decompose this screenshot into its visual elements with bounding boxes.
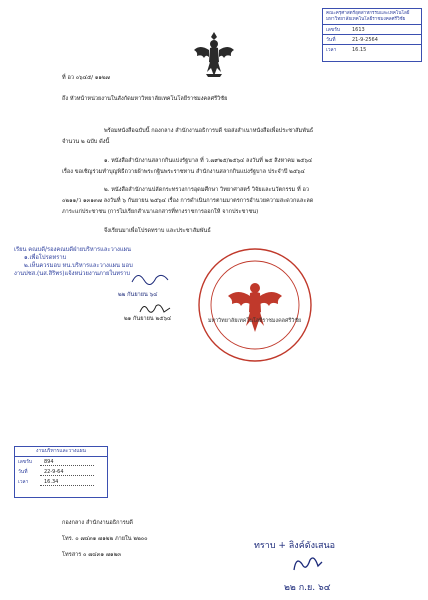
planning-no-label: เลขรับ <box>18 459 33 465</box>
planning-time-value: 16.34 <box>40 479 94 486</box>
closing-line: จึงเรียนมาเพื่อโปรดทราบ และประชาสัมพันธ์ <box>104 228 211 234</box>
receipt-time-value: 16.15 <box>352 46 367 53</box>
planning-date-row <box>15 467 107 477</box>
planning-box-title: งานบริหารและวางแผน <box>15 447 107 457</box>
garuda-emblem-icon <box>192 30 236 80</box>
minute-note-line1: เรียน คณบดี/รองคณบดีฝ่ายบริหารและวางแผน <box>14 247 131 253</box>
receipt-no-row <box>323 25 421 35</box>
seal-inner-text: มหาวิทยาลัยเทคโนโลยีราชมงคลศรีวิชัย <box>208 318 302 324</box>
office-name: กองกลาง สำนักงานอธิการบดี <box>62 520 133 526</box>
planning-date-label: วันที่ <box>18 469 28 475</box>
planning-time-row <box>15 477 107 487</box>
planning-no-row <box>15 457 107 467</box>
item2-line3: ภาระแก่ประชาชน (การไม่เรียกสำเนาเอกสารที่ทางราชการออกให้ จากประชาชน) <box>62 209 259 215</box>
minute-note-line3: ๒.เห็นควรมอบ หน.บริหารและวางแผน มอบ <box>24 263 133 270</box>
receipt-no-value: 1613 <box>352 26 365 33</box>
receipt-stamp-header: คณะครุศาสตร์อุตสาหกรรมและเทคโนโลยี มหาวิทยาลัยเทคโนโลยีราชมงคลศรีวิชัย <box>323 9 421 25</box>
office-fax: โทรสาร ๐ ๗๔๓๑ ๗๑๒๓ <box>62 552 122 558</box>
item2-line1: ๒. หนังสือสำนักงานปลัดกระทรวงการอุดมศึกษา วิทยาศาสตร์ วิจัยและนวัตกรรม ที่ อว <box>104 187 309 193</box>
receipt-date-row <box>323 35 421 45</box>
handwritten-signature-icon <box>290 552 326 576</box>
reference-number: ที่ อว ๐๖๔๕/ ๑๑๒๗ <box>62 75 110 81</box>
planning-no-value: 894 <box>40 459 94 466</box>
receipt-time-label: เวลา <box>326 46 337 53</box>
item2-line2: ๐๒๑๑/ว ๑๓๑๓๗ ลงวันที่ ๖ กันยายน ๒๕๖๔ เรื่อง การดำเนินการตามมาตรการอำนวยความสะดวกและลด <box>62 198 314 204</box>
receipt-date-label: วันที่ <box>326 36 336 43</box>
minute-note <box>14 246 133 278</box>
document-date: ๒๑ กันยายน ๒๕๖๔ <box>124 316 172 322</box>
signature-scribble-icon <box>130 268 170 290</box>
minute-note-line2: ๑.เพื่อโปรดทราบ <box>24 255 67 262</box>
university-seal-icon <box>196 246 314 364</box>
handwritten-annotation: ทราบ + ลิงค์ดังเสนอ <box>254 541 336 551</box>
receipt-stamp <box>322 8 422 62</box>
planning-stamp-box <box>14 446 108 498</box>
intro-paragraph: พร้อมหนังสือฉบับนี้ กองกลาง สำนักงานอธิการบดี ขอส่งสำเนาหนังสือเพื่อประชาสัมพันธ์ <box>104 128 314 134</box>
minute-note-line4: งานปชส.(นส.สิริพร)แจ้งหน่วยงานภายในทราบ <box>14 271 131 278</box>
receipt-no-label: เลขรับ <box>326 26 341 33</box>
intro-count: จำนวน ๒ ฉบับ ดังนี้ <box>62 139 110 145</box>
handwritten-date: ๒๒ ก.ย. ๖๔ <box>284 583 331 593</box>
office-phone: โทร. ๐ ๗๔๓๑ ๗๑๒๒ ภายใน ๒๒๐๐ <box>62 536 148 542</box>
receipt-time-row <box>323 45 421 54</box>
planning-time-label: เวลา <box>18 479 29 485</box>
recipient-line: ถึง หัวหน้าหน่วยงานในสังกัดมหาวิทยาลัยเทคโนโลยีราชมงคลศรีวิชัย <box>62 96 228 102</box>
receipt-date-value: 21-9-2564 <box>352 36 378 43</box>
planning-date-value: 22-9-64 <box>40 469 94 476</box>
item1-line2: เรื่อง ขอเชิญร่วมทำบุญพิธีถวายผ้าพระกฐินพระราชทาน สำนักงานสลากกินแบ่งรัฐบาล ประจำปี ๒๕๖๔ <box>62 169 305 175</box>
item1-line1: ๑. หนังสือสำนักงานสลากกินแบ่งรัฐบาล ที่ ว.๗๙๒๕/๒๕๖๔ ลงวันที่ ๒๕ สิงหาคม ๒๕๖๔ <box>104 158 313 164</box>
signature-date-handwritten: ๒๒ กันยายน ๖๔ <box>118 292 158 298</box>
